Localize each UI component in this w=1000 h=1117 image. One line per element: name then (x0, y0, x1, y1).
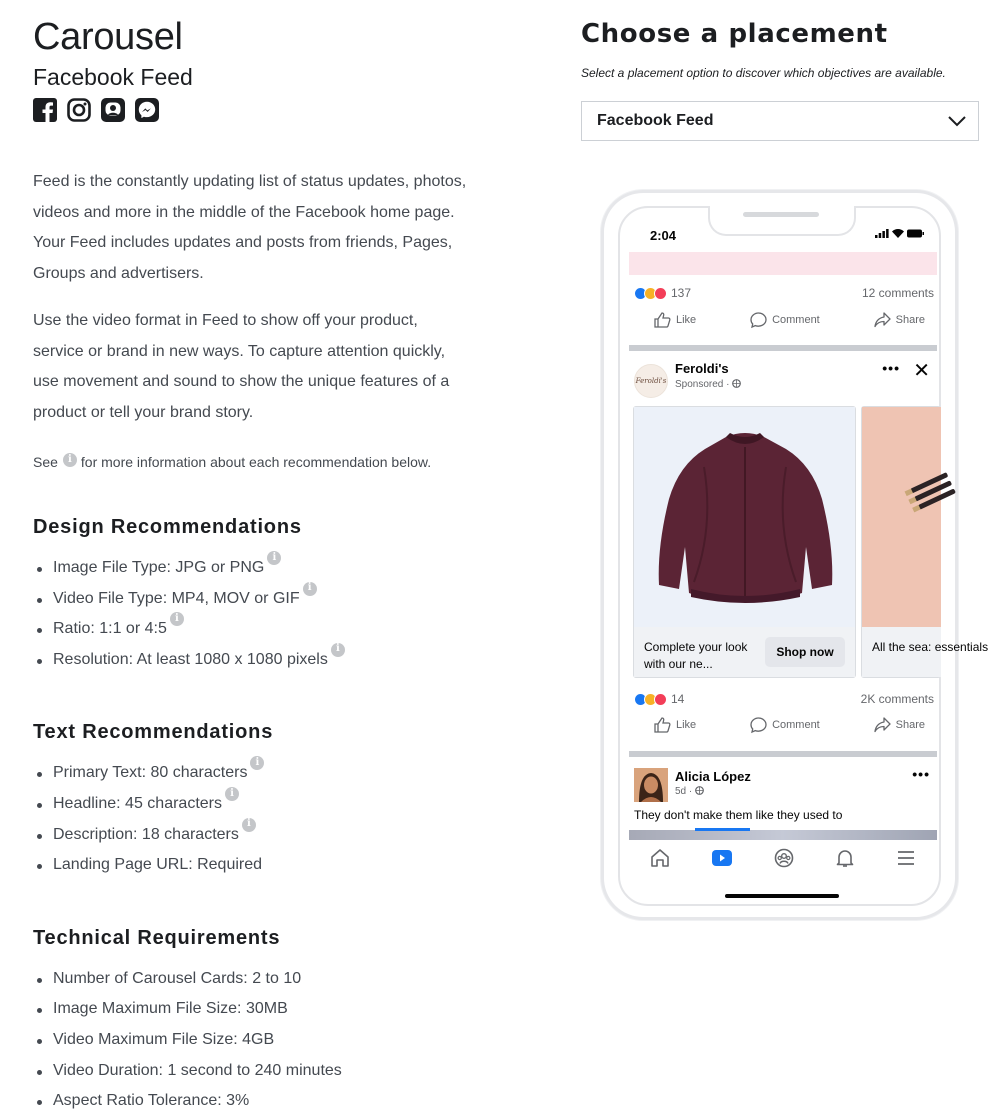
video-description-line: Use the video format in Feed to show off your product, (33, 312, 418, 329)
avatar[interactable] (634, 768, 668, 802)
share-label: Share (895, 719, 925, 731)
close-icon[interactable]: ✕ (913, 360, 930, 382)
globe-icon (732, 379, 741, 388)
list-item-text: Video File Type: MP4, MOV or GIF (53, 589, 300, 607)
info-icon[interactable]: i (225, 787, 239, 801)
list-item (33, 614, 523, 645)
share-button[interactable] (874, 717, 925, 733)
info-note-prefix: See (33, 454, 58, 470)
post-separator (629, 345, 937, 351)
more-options-icon[interactable]: ••• (912, 766, 930, 782)
comment-icon (750, 717, 767, 733)
feed-description-line: Groups and advertisers. (33, 264, 204, 282)
text-recommendations-heading: Text Recommendations (33, 721, 274, 744)
comment-button[interactable] (750, 312, 820, 328)
like-button[interactable] (654, 312, 696, 328)
info-note (33, 452, 523, 472)
advertiser-logo[interactable]: Feroldi's (634, 364, 668, 398)
jacket-image (634, 407, 857, 629)
list-item-text: Ratio: 1:1 or 4:5 (53, 620, 167, 638)
list-item-text: Image File Type: JPG or PNG (53, 559, 265, 576)
signal-icon (875, 229, 889, 238)
comment-button[interactable] (750, 717, 820, 733)
battery-icon (907, 229, 925, 238)
share-label: Share (895, 314, 925, 326)
feed-description-line: Feed is the constantly updating list of status updates, photos, (33, 173, 467, 190)
wifi-icon (892, 229, 904, 238)
carousel-card-image (634, 407, 855, 629)
watch-icon[interactable] (711, 848, 733, 868)
love-reaction-icon (654, 693, 667, 706)
share-button[interactable] (874, 312, 925, 328)
post-text: They don't make them like they used to (634, 808, 843, 822)
video-description-line: use movement and sound to show the unique features of a (33, 373, 450, 390)
carousel-card-footer (634, 627, 855, 677)
carousel-card[interactable] (633, 406, 856, 678)
active-tab-indicator (695, 828, 750, 831)
like-label: Like (676, 314, 697, 326)
comment-label: Comment (772, 314, 820, 326)
post-image-preview (629, 830, 937, 840)
reaction-count: 14 (671, 692, 685, 706)
phone-speaker (743, 212, 819, 217)
page-title: Carousel (33, 16, 183, 58)
feed-description (33, 167, 523, 289)
avatar-image (634, 768, 668, 802)
comment-count[interactable]: 12 comments (861, 286, 934, 300)
thumbs-up-icon (654, 312, 671, 328)
feed-description-line: Your Feed includes updates and posts from friends, Pages, (33, 234, 453, 251)
chevron-down-icon (948, 116, 966, 127)
ad-post-header (634, 360, 934, 396)
reaction-count: 137 (671, 286, 692, 300)
carousel-card-footer (862, 627, 989, 677)
comment-count[interactable]: 2K comments (860, 692, 934, 706)
makeup-brushes-image (862, 407, 942, 629)
share-icon (874, 312, 891, 328)
more-options-icon[interactable]: ••• (882, 360, 900, 376)
text-recommendations-list (33, 758, 523, 880)
like-label: Like (676, 719, 697, 731)
instagram-icon (67, 98, 91, 122)
info-icon[interactable]: i (63, 453, 77, 467)
info-note-suffix: for more information about each recommendation below. (80, 454, 432, 470)
info-icon[interactable]: i (242, 818, 256, 832)
placement-select[interactable] (581, 101, 979, 141)
page-subtitle: Facebook Feed (33, 64, 193, 90)
home-indicator (725, 894, 839, 898)
post-meta (675, 786, 704, 797)
info-icon[interactable]: i (250, 756, 264, 770)
technical-requirements-list (33, 964, 523, 1117)
previous-post-image (629, 252, 937, 275)
home-icon[interactable] (650, 848, 670, 868)
list-item: Number of Carousel Cards: 2 to 10 (33, 964, 523, 995)
list-item (33, 820, 523, 851)
globe-icon (695, 786, 704, 795)
video-description-line: product or tell your brand story. (33, 403, 254, 421)
share-icon (874, 717, 891, 733)
advertiser-name[interactable]: Feroldi's (675, 361, 729, 376)
comment-icon (750, 312, 767, 328)
list-item: Video Duration: 1 second to 240 minutes (33, 1056, 523, 1087)
post-meta-text: 5d · (675, 786, 696, 797)
list-item (33, 553, 523, 584)
love-reaction-icon (654, 287, 667, 300)
video-description-line: service or brand in new ways. To capture attention quickly, (33, 342, 446, 360)
status-time: 2:04 (650, 228, 677, 243)
thumbs-up-icon (654, 717, 671, 733)
placement-select-value: Facebook Feed (597, 112, 714, 129)
bottom-nav (629, 840, 937, 876)
choose-placement-subtext: Select a placement option to discover which objectives are available. (581, 66, 946, 80)
placement-chooser (581, 18, 979, 141)
carousel-card[interactable] (861, 406, 989, 678)
ad-reaction-summary[interactable] (634, 692, 934, 706)
list-item (33, 584, 523, 615)
carousel-card-headline: All the sea: essentials (872, 640, 989, 654)
design-recommendations-heading: Design Recommendations (33, 516, 302, 538)
choose-placement-heading: Choose a placement (581, 19, 888, 49)
ad-post-actions (629, 717, 937, 733)
phone-preview (601, 190, 989, 920)
placement-info (33, 14, 523, 1117)
carousel-card-headline: Complete your look with our ne... (644, 640, 748, 671)
info-icon[interactable]: i (303, 582, 317, 596)
carousel-card-image (862, 407, 941, 629)
audience-network-icon (101, 98, 125, 122)
like-button[interactable] (654, 717, 696, 733)
post-separator (629, 751, 937, 757)
list-item: Video Maximum File Size: 4GB (33, 1025, 523, 1056)
sponsored-text: Sponsored · (675, 379, 733, 390)
video-format-description (33, 306, 523, 428)
list-item (33, 758, 523, 789)
list-item (33, 789, 523, 820)
platform-icons (33, 98, 523, 124)
design-recommendations-list (33, 553, 523, 675)
post-reaction-summary[interactable] (634, 286, 934, 300)
list-item-text: Resolution: At least 1080 x 1080 pixels (53, 650, 328, 668)
bell-icon[interactable] (835, 848, 855, 868)
list-item-text: Headline: 45 characters (53, 794, 222, 812)
comment-label: Comment (772, 719, 820, 731)
list-item: Aspect Ratio Tolerance: 3% (33, 1086, 523, 1117)
phone-screen (618, 206, 989, 906)
sponsored-label (675, 379, 741, 390)
post-actions (629, 312, 937, 328)
list-item (33, 645, 523, 676)
status-icons (875, 229, 925, 238)
list-item-text: Primary Text: 80 characters (53, 764, 248, 782)
technical-requirements-heading: Technical Requirements (33, 926, 281, 949)
info-icon[interactable]: i (170, 612, 184, 626)
feed-description-line: videos and more in the middle of the Facebook home page. (33, 203, 455, 221)
friend-name[interactable]: Alicia López (675, 769, 751, 784)
list-item (33, 850, 523, 881)
info-icon[interactable]: i (267, 551, 281, 565)
phone-notch (708, 206, 856, 236)
list-item-text: Landing Page URL: Required (53, 856, 263, 874)
list-item-text: Description: 18 characters (53, 825, 239, 843)
list-item: Image Maximum File Size: 30MB (33, 994, 523, 1025)
menu-icon[interactable] (896, 848, 916, 868)
groups-icon[interactable] (774, 848, 794, 868)
facebook-icon (33, 98, 57, 122)
messenger-icon (135, 98, 159, 122)
shop-now-button[interactable]: Shop now (765, 637, 845, 667)
info-icon[interactable]: i (331, 643, 345, 657)
